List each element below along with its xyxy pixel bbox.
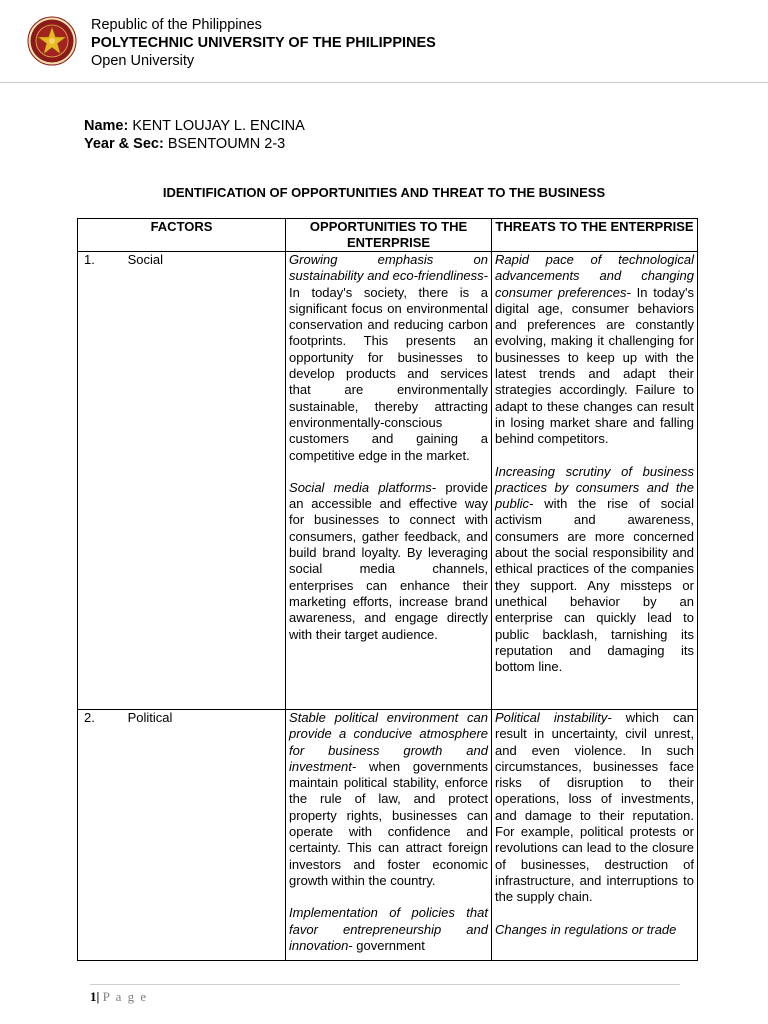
opportunity-text: when governments maintain political stability, enforce the rule of law, and protect property rights, businesses can operate with confidence and certainty. This can attract foreign investors and foster economic growth within the country.	[289, 758, 488, 888]
threats-cell	[492, 252, 698, 710]
threat-text: with the rise of social activism and awareness, consumers are more concerned about the social responsibility and ethical practices of the companies they support. Any missteps or unethical behavior by an enterprise can quickly lead to public backlash, tarnishing its reputation and damaging its bottom line.	[495, 496, 694, 675]
section-value: BSENTOUMN 2-3	[167, 136, 286, 152]
threat-paragraph	[495, 252, 694, 448]
opportunities-cell	[286, 710, 492, 961]
opportunity-text: government	[352, 937, 425, 953]
factor-name: Political	[127, 710, 173, 725]
threat-lead: Changes in regulations or trade	[495, 921, 677, 937]
threat-lead: Increasing scrutiny of business practices by consumers and the public-	[495, 463, 694, 512]
threat-text: which can result in uncertainty, civil unrest, and even violence. In such circumstances, businesses face risks of disruption to their operations, loss of investments, and damage to their reputation. For example, political protests or revolutions can lead to the closure of businesses, destruction of infrastructure, and interruptions to the supply chain.	[495, 710, 695, 905]
factor-number: 1.	[84, 252, 95, 267]
opportunities-cell	[286, 252, 492, 710]
threat-paragraph	[495, 922, 694, 938]
header-divider	[0, 82, 768, 83]
header-block	[91, 16, 436, 70]
country-line: Republic of the Philippines	[91, 17, 262, 33]
threat-lead: Political instability-	[495, 710, 612, 725]
opportunity-paragraph	[289, 480, 488, 643]
factor-name: Social	[127, 252, 164, 267]
opportunity-paragraph	[289, 710, 488, 889]
page-word: P a g e	[102, 989, 148, 1004]
opportunity-lead: Growing emphasis on sustainability and eco-friendliness-	[289, 252, 488, 284]
page-separator: |	[96, 989, 100, 1004]
header-opportunities: OPPORTUNITIES TO THE ENTERPRISE	[286, 219, 492, 252]
campus-line: Open University	[91, 53, 195, 69]
name-label: Name:	[84, 118, 129, 134]
opportunity-text: provide an accessible and effective way for businesses to connect with consumers, gather feedback, and build brand loyalty. By leveraging social media channels, enterprises can enhance their marketing efforts, increase brand awareness, and engage directly with their target audience.	[289, 479, 489, 642]
opportunity-lead: Implementation of policies that favor entrepreneurship and innovation-	[289, 905, 488, 953]
name-row	[84, 117, 305, 135]
table-row	[78, 710, 698, 961]
footer-divider	[90, 984, 680, 985]
threat-lead: Rapid pace of technological advancements and changing consumer preferences-	[495, 252, 694, 300]
threat-paragraph	[495, 710, 694, 906]
opportunity-lead: Stable political environment can provide a conducive atmosphere for business growth and investment-	[289, 710, 488, 774]
university-seal-logo	[27, 16, 77, 66]
section-row	[84, 135, 305, 153]
factor-cell	[78, 252, 286, 710]
table-header-row	[78, 219, 698, 252]
factor-number: 2.	[84, 710, 95, 725]
page-number: 1	[90, 989, 97, 1004]
section-label: Year & Sec:	[84, 136, 164, 152]
student-info	[84, 117, 305, 153]
factor-cell	[78, 710, 286, 961]
threat-paragraph	[495, 464, 694, 676]
opportunity-text: In today's society, there is a significant focus on environmental conservation and reducing carbon footprints. This presents an opportunity for businesses to develop products and services that are environmentally sustainable, thereby attracting environmentally-conscious customers and gaining a competitive edge in the market.	[289, 284, 488, 463]
threats-cell	[492, 710, 698, 961]
opportunity-lead: Social media platforms-	[289, 479, 437, 495]
threat-text: In today's digital age, consumer behaviors and preferences are constantly evolving, making it challenging for businesses to keep up with the latest trends and adapt their strategies accordingly. Failure to adapt to these changes can result in losing market share and falling behind competitors.	[495, 284, 694, 447]
opportunity-paragraph	[289, 905, 488, 954]
page-footer	[90, 989, 148, 1005]
opportunity-paragraph	[289, 252, 488, 464]
swot-table	[77, 218, 698, 961]
university-name: POLYTECHNIC UNIVERSITY OF THE PHILIPPINES	[91, 35, 436, 51]
header-threats: THREATS TO THE ENTERPRISE	[492, 219, 698, 252]
header-factors: FACTORS	[78, 219, 286, 252]
document-title: IDENTIFICATION OF OPPORTUNITIES AND THREAT TO THE BUSINESS	[162, 185, 606, 200]
table-row	[78, 252, 698, 710]
name-value: KENT LOUJAY L. ENCINA	[132, 118, 305, 134]
